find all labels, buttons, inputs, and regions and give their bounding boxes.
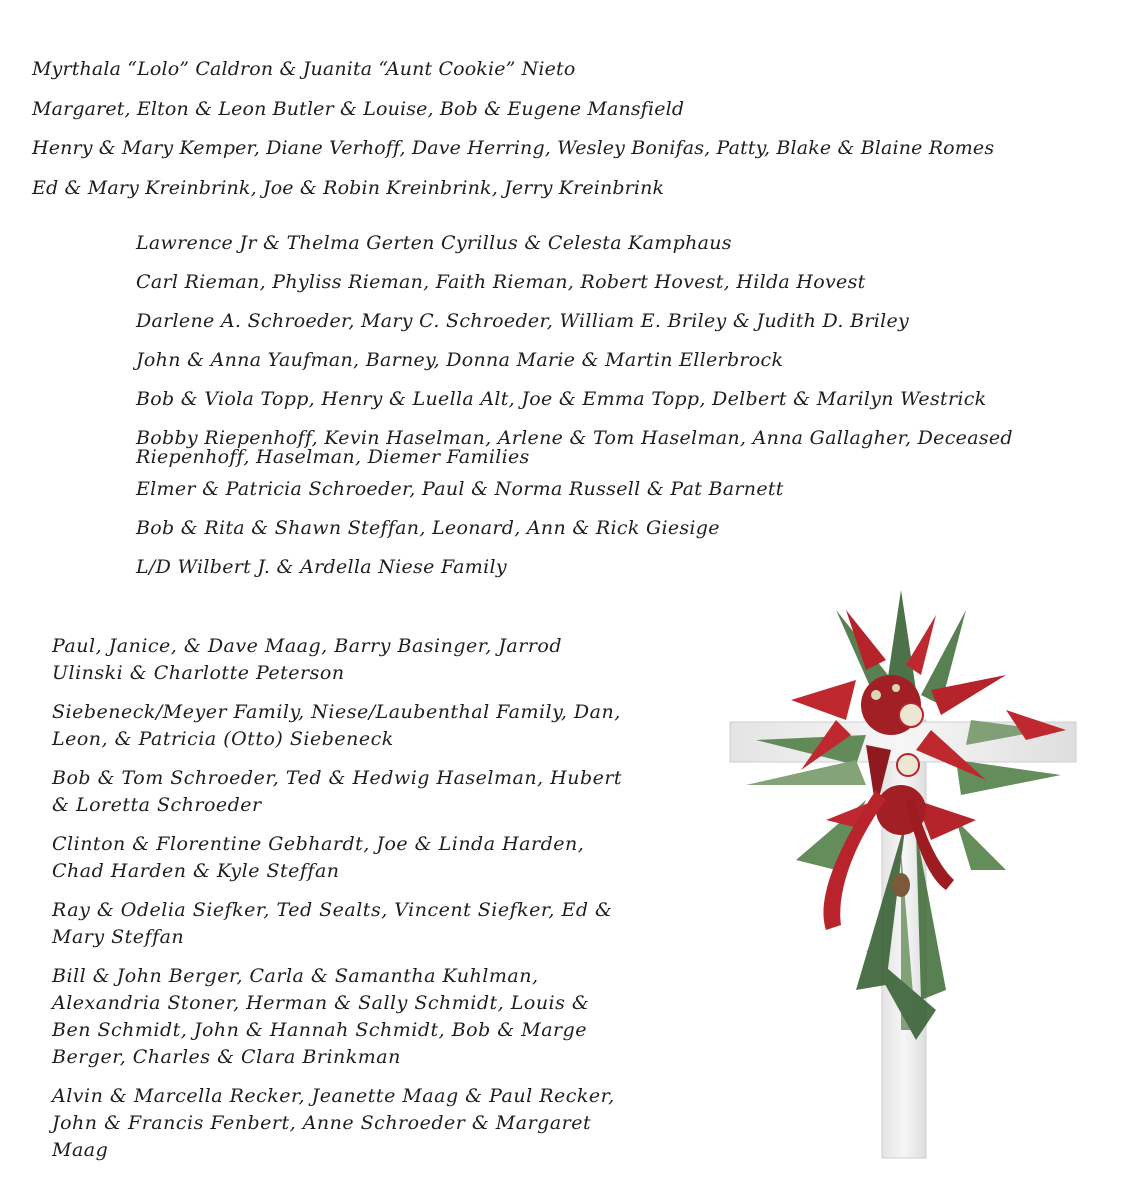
memorial-entry <box>52 703 662 757</box>
memorial-entry-line: Siebeneck/Meyer Family, Niese/Laubenthal Family, Dan, <box>52 701 621 723</box>
memorial-entry-line: Darlene A. Schroeder, Mary C. Schroeder, William E. Briley & Judith D. Briley <box>136 310 910 332</box>
memorial-entry <box>136 390 1013 416</box>
memorial-entry-line: John & Anna Yaufman, Barney, Donna Marie & Martin Ellerbrock <box>136 349 784 371</box>
memorial-entry <box>52 967 662 1075</box>
memorial-entry <box>136 351 1013 377</box>
memorial-entry <box>136 519 1013 545</box>
memorial-entry <box>136 480 1013 506</box>
memorial-entry-line: Paul, Janice, & Dave Maag, Barry Basinger, Jarrod <box>52 635 563 657</box>
memorial-entry-line: Bob & Tom Schroeder, Ted & Hedwig Haselman, Hubert <box>52 767 623 789</box>
memorial-entry-line: L/D Wilbert J. & Ardella Niese Family <box>136 556 507 578</box>
memorial-entry <box>136 273 1013 299</box>
memorial-entry <box>52 1087 662 1168</box>
memorial-entry-line: Bob & Viola Topp, Henry & Luella Alt, Joe & Emma Topp, Delbert & Marilyn Westrick <box>136 388 987 410</box>
memorial-entry-line: Riepenhoff, Haselman, Diemer Families <box>136 446 530 468</box>
memorial-entry-line: Maag <box>52 1139 109 1161</box>
memorial-entry-line: Bob & Rita & Shawn Steffan, Leonard, Ann & Rick Giesige <box>136 517 720 539</box>
memorial-entry-line: Carl Rieman, Phyliss Rieman, Faith Rieman, Robert Hovest, Hilda Hovest <box>136 271 866 293</box>
memorial-entry-line: Clinton & Florentine Gebhardt, Joe & Linda Harden, <box>52 833 585 855</box>
memorial-entry-line: Bill & John Berger, Carla & Samantha Kuhlman, <box>52 965 539 987</box>
memorial-entry <box>136 312 1013 338</box>
memorial-entry-line: Chad Harden & Kyle Steffan <box>52 860 340 882</box>
memorial-entry-line: Lawrence Jr & Thelma Gerten Cyrillus & Celesta Kamphaus <box>136 232 732 254</box>
memorial-entry-line: Ben Schmidt, John & Hannah Schmidt, Bob & Marge <box>52 1019 588 1041</box>
memorial-entry <box>136 234 1013 260</box>
memorial-entry <box>136 429 1013 467</box>
poinsettia-cross-icon <box>716 570 1090 1165</box>
memorial-entry-line: & Loretta Schroeder <box>52 794 262 816</box>
memorial-entry-line: Ray & Odelia Siefker, Ted Sealts, Vincent Siefker, Ed & <box>52 899 613 921</box>
memorial-entry: Ed & Mary Kreinbrink, Joe & Robin Kreinbrink, Jerry Kreinbrink <box>32 176 665 199</box>
memorial-entry <box>52 901 662 955</box>
memorial-list-top <box>32 60 994 218</box>
memorial-entry: Henry & Mary Kemper, Diane Verhoff, Dave Herring, Wesley Bonifas, Patty, Blake & Blaine Romes <box>32 137 995 159</box>
memorial-entry-line: Alvin & Marcella Recker, Jeanette Maag & Paul Recker, <box>52 1085 615 1107</box>
memorial-entry <box>52 835 662 889</box>
memorial-entry <box>52 769 662 823</box>
memorial-entry-line: Leon, & Patricia (Otto) Siebeneck <box>52 728 394 750</box>
memorial-entry-line: Berger, Charles & Clara Brinkman <box>52 1046 401 1068</box>
memorial-entry <box>52 637 662 691</box>
memorial-entry: Margaret, Elton & Leon Butler & Louise, Bob & Eugene Mansfield <box>32 97 685 120</box>
memorial-entry-line: John & Francis Fenbert, Anne Schroeder & Margaret <box>52 1112 592 1134</box>
memorial-entry-line: Mary Steffan <box>52 926 185 948</box>
memorial-entry-line: Ulinski & Charlotte Peterson <box>52 662 345 684</box>
memorial-list-bottom <box>52 637 662 1180</box>
memorial-entry: Myrthala “Lolo” Caldron & Juanita “Aunt Cookie” Nieto <box>32 58 576 80</box>
memorial-entry-line: Bobby Riepenhoff, Kevin Haselman, Arlene & Tom Haselman, Anna Gallagher, Deceased <box>136 427 1013 449</box>
memorial-list-middle <box>136 234 1013 597</box>
memorial-entry-line: Elmer & Patricia Schroeder, Paul & Norma Russell & Pat Barnett <box>136 478 784 500</box>
memorial-entry-line: Alexandria Stoner, Herman & Sally Schmidt, Louis & <box>52 992 590 1014</box>
